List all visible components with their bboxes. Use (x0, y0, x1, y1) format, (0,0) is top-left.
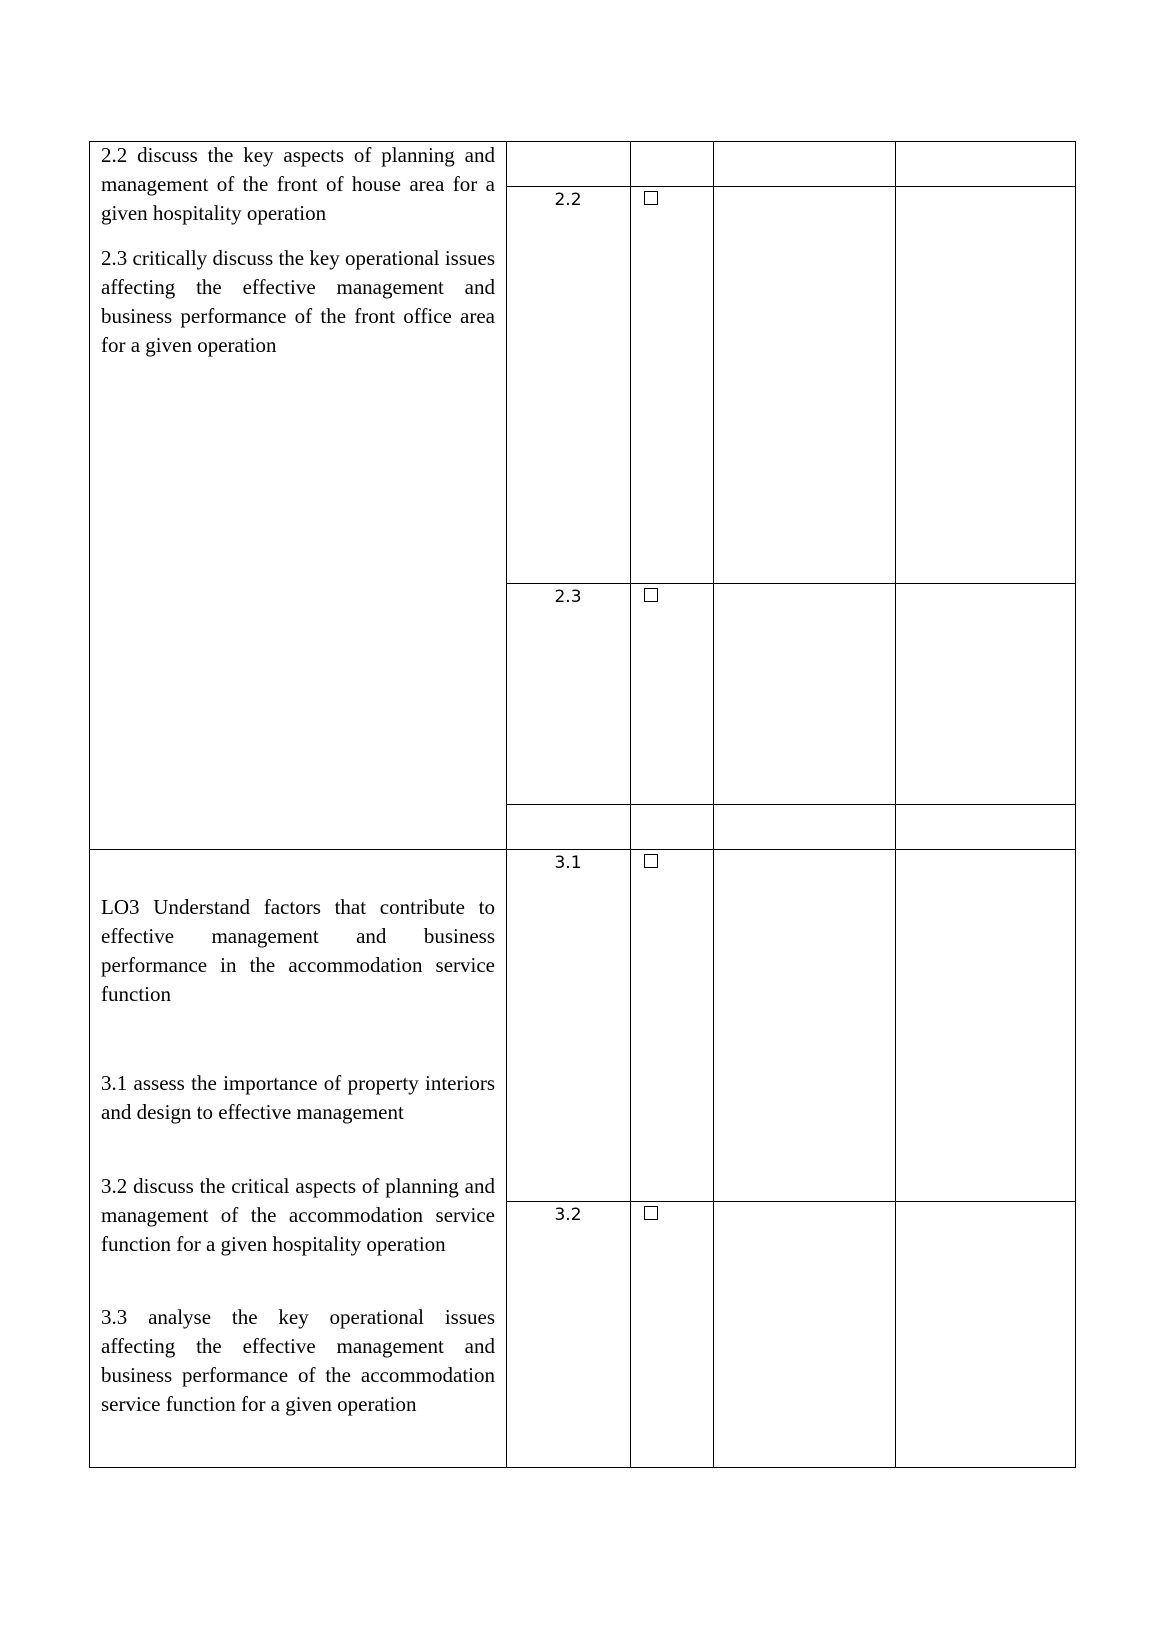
ref-2-2: 2.2 (554, 190, 582, 210)
ref-2-3: 2.3 (554, 587, 582, 607)
checkbox-3-2[interactable] (644, 1206, 658, 1220)
criterion-3-2: 3.2 discuss the critical aspects of planning and management of the accommodation service function for a given hospitality operation (101, 1174, 495, 1256)
ref-3-2: 3.2 (554, 1205, 582, 1225)
criterion-2-3: 2.3 critically discuss the key operational issues affecting the effective management and business performance of the front office area for a given operation (101, 246, 495, 357)
checkbox-2-2[interactable] (644, 191, 658, 205)
criterion-2-2: 2.2 discuss the key aspects of planning and management of the front of house area for a given hospitality operation (101, 143, 495, 225)
row-divider-2-3 (506, 583, 1076, 584)
checkbox-3-1[interactable] (644, 854, 658, 868)
criterion-3-1: 3.1 assess the importance of property interiors and design to effective management (101, 1071, 495, 1124)
ref-3-1: 3.1 (554, 853, 582, 873)
row-divider-empty (506, 804, 1076, 805)
lo3-heading: LO3 Understand factors that contribute to effective management and business performance in the accommodation service function (101, 895, 495, 1006)
row-divider-2-2 (506, 186, 1076, 187)
row-divider-3-2 (506, 1201, 1076, 1202)
checkbox-2-3[interactable] (644, 588, 658, 602)
criterion-3-3: 3.3 analyse the key operational issues affecting the effective management and business performance of the accommodation service function for a given operation (101, 1305, 495, 1416)
table-border-left (89, 141, 90, 1468)
table-border-bottom (89, 1467, 1076, 1468)
row-divider-lo3 (89, 849, 1076, 850)
